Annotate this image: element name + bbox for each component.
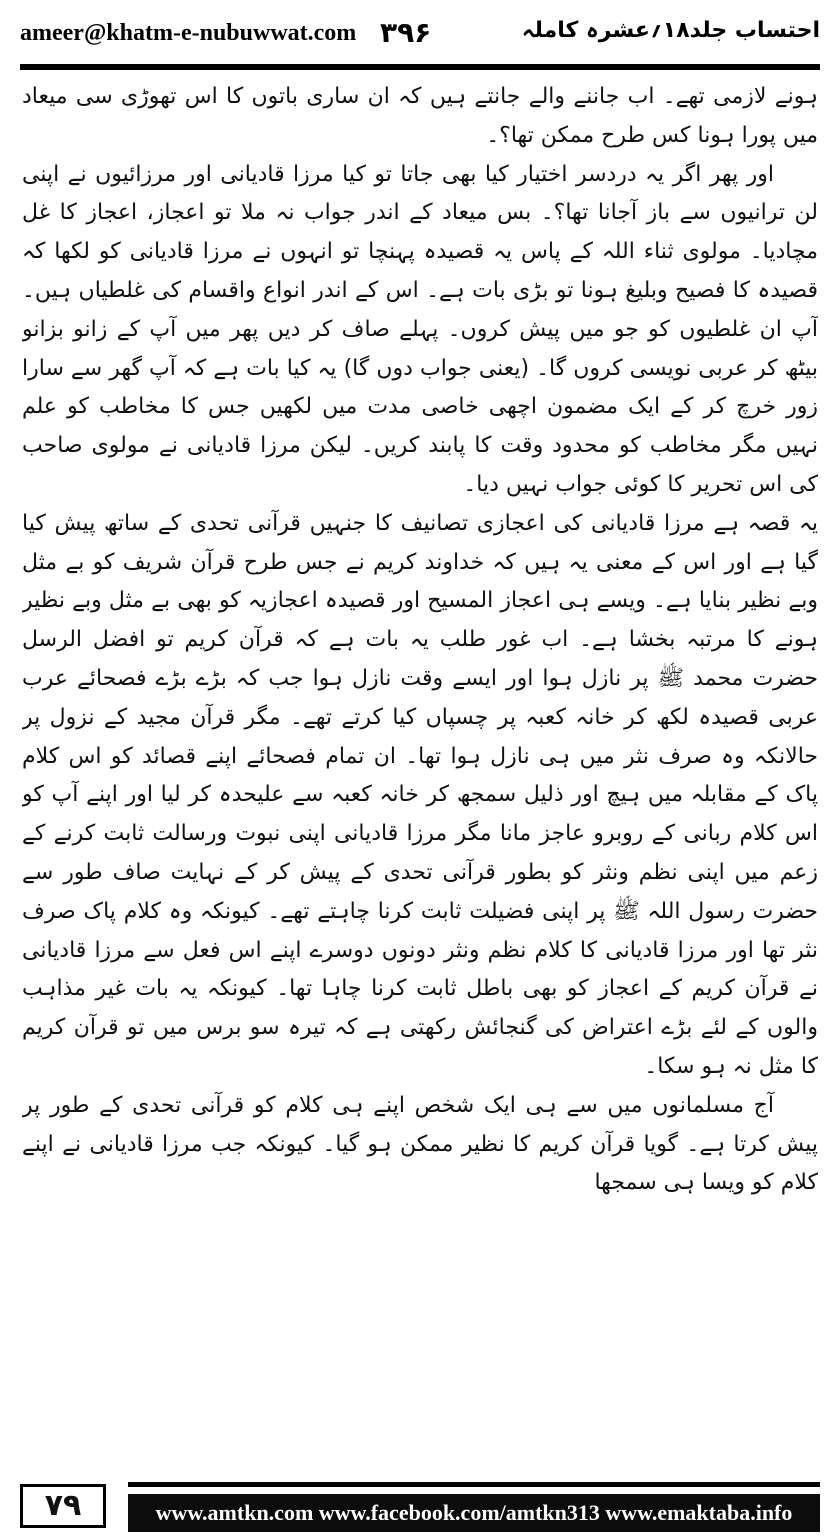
footer-links: www.amtkn.com www.facebook.com/amtkn313 www.emaktaba.info <box>128 1494 820 1532</box>
paragraph-4: آج مسلمانوں میں سے ہی ایک شخص اپنے ہی کلام کو قرآنی تحدی کے طور پر پیش کرتا ہے۔ گویا قرآن کریم کا نظیر ممکن ہو گیا۔ کیونکہ جب مرزا قادیانی نے اپنے کلام کو ویسا ہی سمجھا <box>22 1092 818 1196</box>
paragraph-3: یہ قصہ ہے مرزا قادیانی کی اعجازی تصانیف کا جنہیں قرآنی تحدی کے ساتھ پیش کیا گیا ہے اور اس کے معنی یہ ہیں کہ خداوند کریم نے جس طرح قرآن شریف کو بے مثل وبے نظیر بنایا ہے۔ ویسے ہی اعجاز المسیح اور قصیدہ اعجازیہ کو بھی بے مثل وبے نظیر ہونے کا مرتبہ بخشا ہے۔ اب غور طلب یہ بات ہے کہ قرآن کریم تو افضل الرسل حضرت محمد ﷺ پر نازل ہوا اور ایسے وقت نازل ہوا جب کہ بڑے بڑے فصحائے عرب عربی قصیدہ لکھ کر خانہ کعبہ پر چسپاں کیا کرتے تھے۔ مگر قرآن مجید کے نزول پر حالانکہ وہ صرف نثر میں ہی نازل ہوا تھا۔ ان تمام فصحائے اپنے قصائد کو اس کلام پاک کے مقابلہ میں ہیچ اور ذلیل سمجھ کر خانہ کعبہ سے علیحدہ کر لیا اور اپنے آپ کو اس کلام ربانی کے روبرو عاجز مانا مگر مرزا قادیانی اپنی نبوت ورسالت ثابت کرنے کے زعم میں اپنی نظم ونثر کو بطور قرآنی تحدی کے پیش کر کے نہایت صاف طور سے حضرت رسول اللہ ﷺ پر اپنی فضیلت ثابت کرنا چاہتے تھے۔ کیونکہ وہ کلام پاک صرف نثر تھا اور مرزا قادیانی کا کلام نظم ونثر دونوں دوسرے اپنے اس فعل سے مرزا قادیانی نے قرآن کریم کے اعجاز کو بھی باطل ثابت کرنا چاہا تھا۔ کیونکہ یہ بات غیر مذاہب والوں کے لئے بڑے اعتراض کی گنجائش رکھتی ہے کہ تیرہ سو برس میں تو قرآن کریم کا مثل نہ ہو سکا۔ <box>22 510 818 1079</box>
page-header <box>20 16 820 58</box>
page-number: ۳۹۶ <box>380 16 432 49</box>
header-divider <box>20 64 820 70</box>
footer-divider <box>128 1482 820 1487</box>
book-title: احتساب جلد۱۸؍عشرہ کاملہ <box>521 18 820 43</box>
paragraph-1: ہونے لازمی تھے۔ اب جاننے والے جانتے ہیں کہ ان ساری باتوں کا اس تھوڑی سی میعاد میں پورا ہونا کس طرح ممکن تھا؟۔ <box>22 84 818 148</box>
header-email: ameer@khatm-e-nubuwwat.com <box>20 20 357 46</box>
page-body <box>22 78 818 1476</box>
paragraph-2: اور پھر اگر یہ دردسر اختیار کیا بھی جاتا تو کیا مرزا قادیانی اور مرزائیوں نے اپنی لن ترانیوں سے باز آجانا تھا؟۔ بس میعاد کے اندر جواب نہ ملا تو اعجاز، اعجاز کا غل مچادیا۔ مولوی ثناء اللہ کے پاس یہ قصیدہ پہنچا تو انہوں نے مرزا قادیانی کو لکھا کہ قصیدہ کا فصیح وبلیغ ہونا تو بڑی بات ہے۔ اس کے اندر انواع واقسام کی غلطیاں ہیں۔ آپ ان غلطیوں کو جو میں پیش کروں۔ پہلے صاف کر دیں پھر میں آپ کے زانو بزانو بیٹھ کر عربی نویسی کروں گا۔ (یعنی جواب دوں گا) یہ کیا بات ہے کہ آپ گھر سے سارا زور خرچ کر کے ایک مضمون اچھی خاصی مدت میں لکھیں جس کا مخاطب کو علم نہیں مگر مخاطب کو محدود وقت کا پابند کریں۔ لیکن مرزا قادیانی نے مولوی صاحب کی اس تحریر کا کوئی جواب نہیں دیا۔ <box>22 161 818 497</box>
footer-page-box: ۷۹ <box>20 1484 106 1528</box>
